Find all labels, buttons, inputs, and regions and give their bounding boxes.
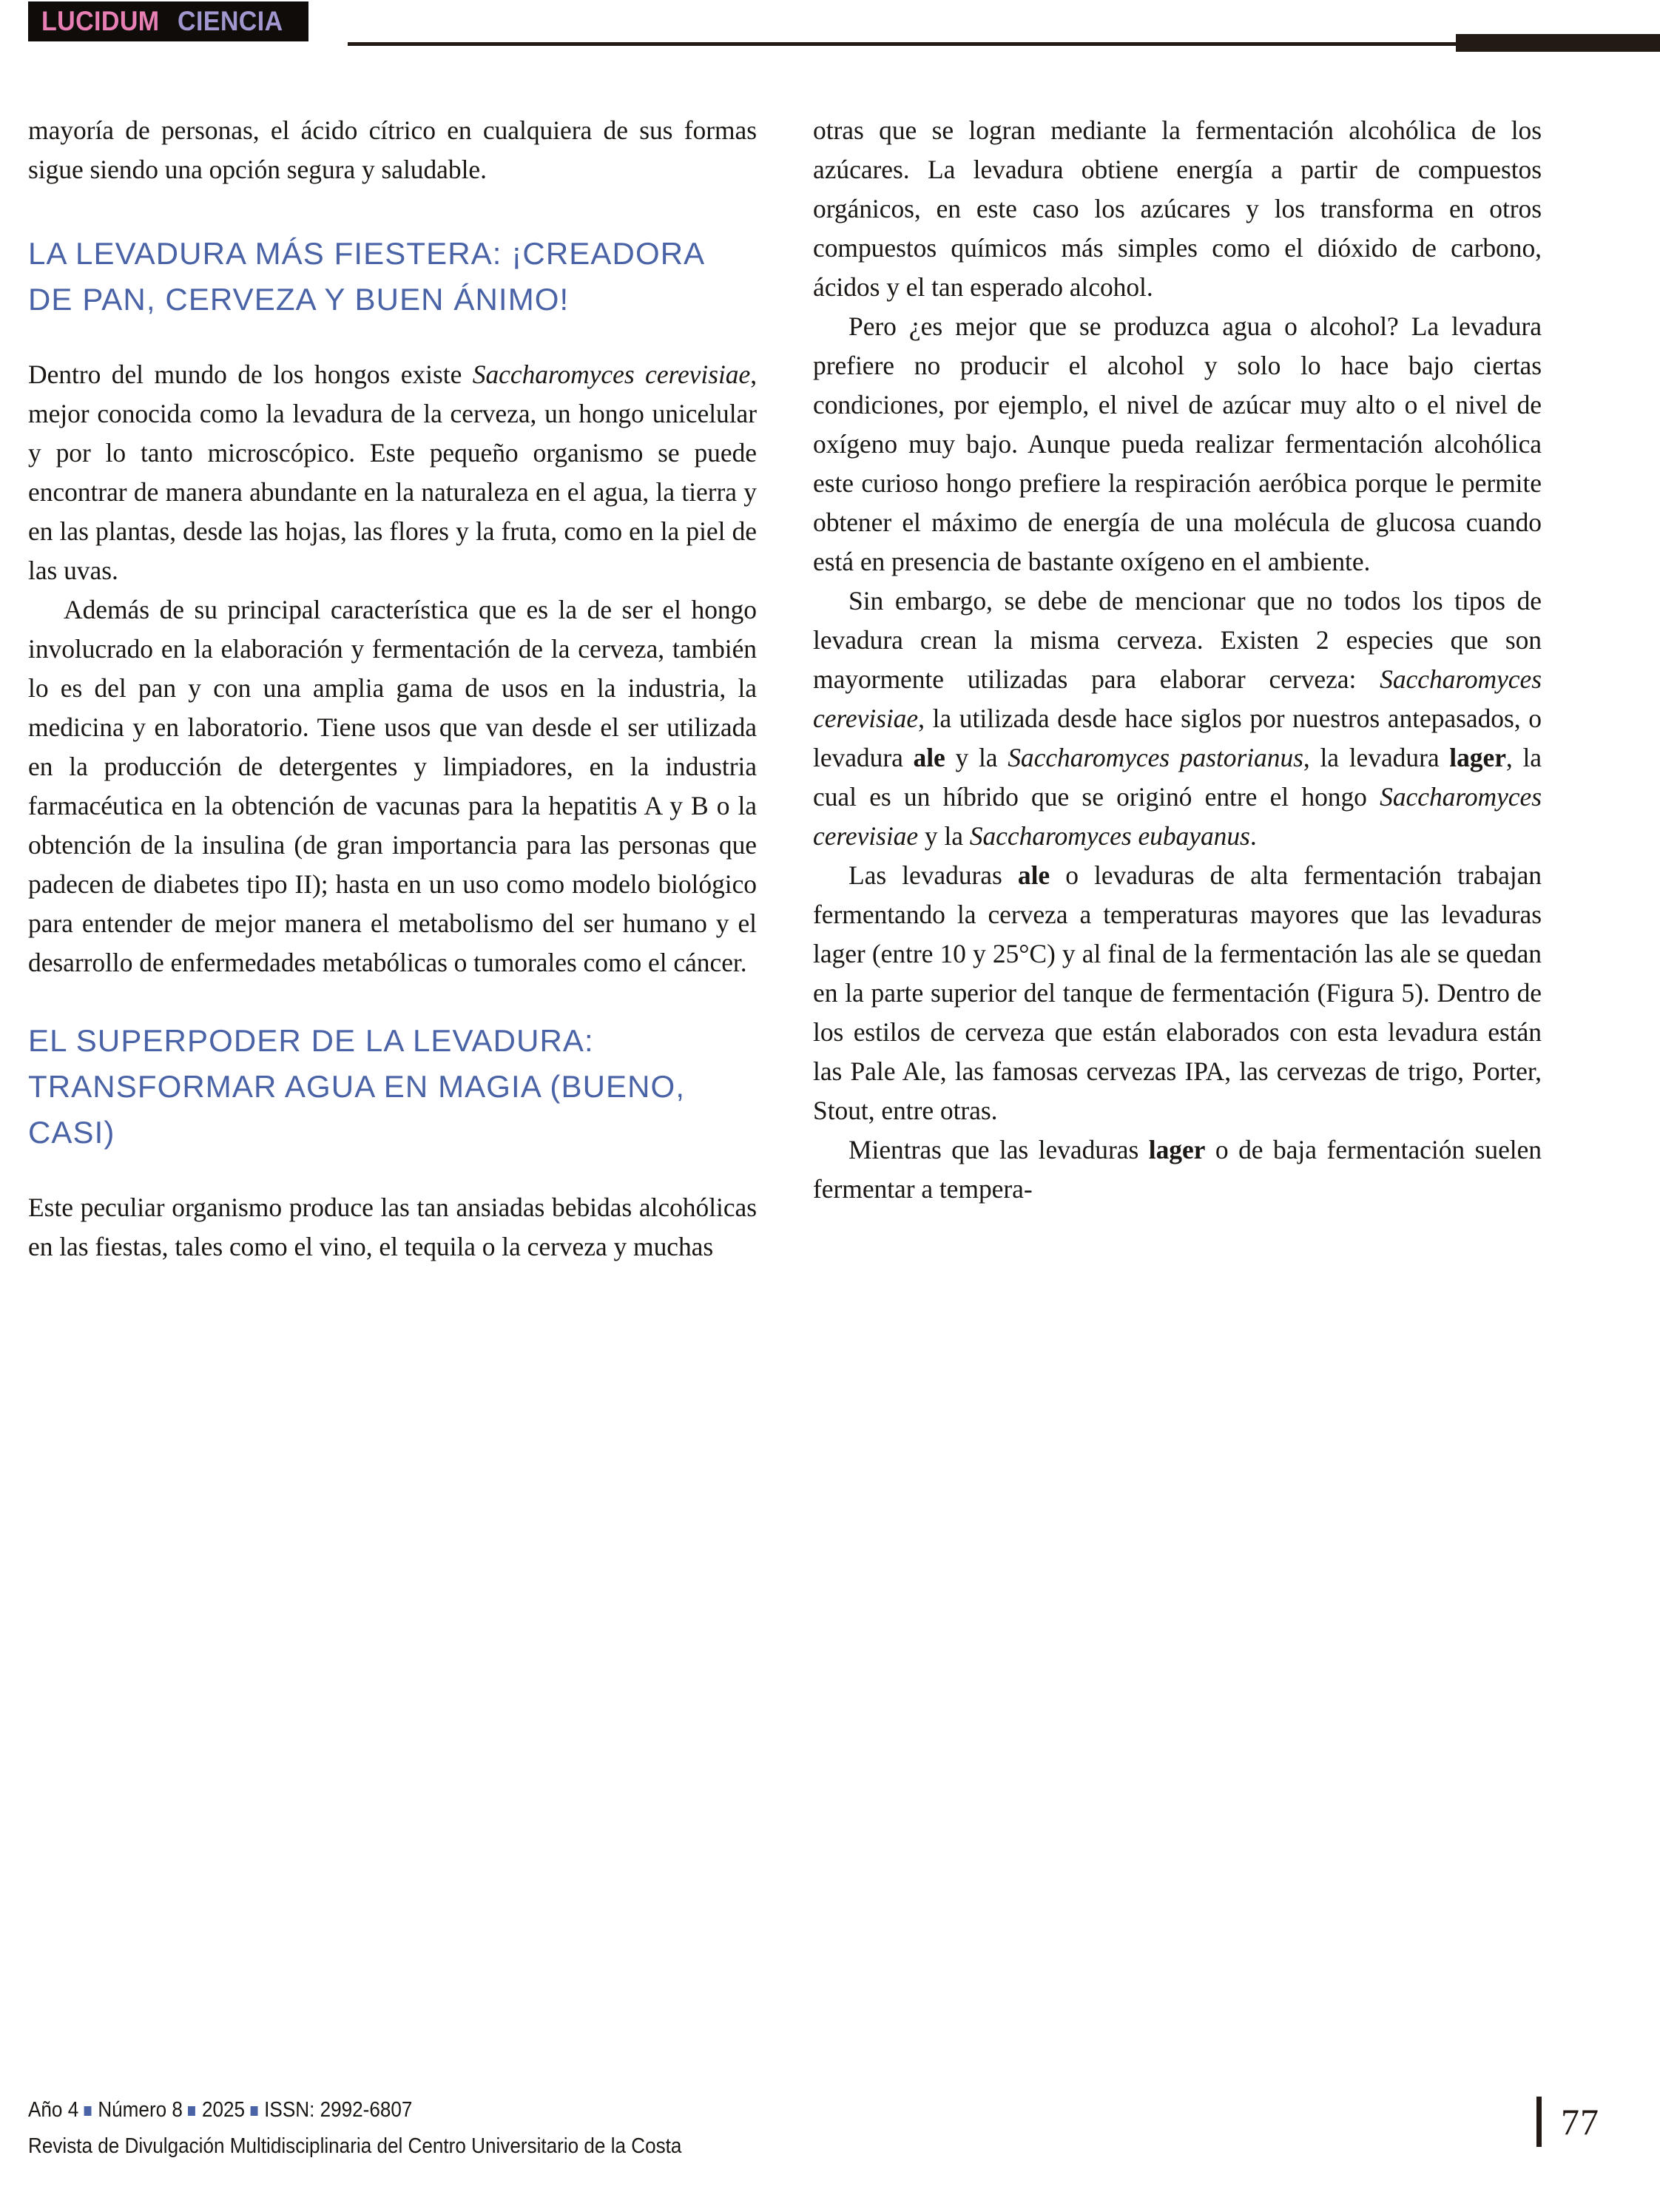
- species-name: Saccharomyces cerevisiae: [813, 664, 1542, 733]
- emphasis-lager: lager: [1449, 743, 1506, 772]
- bullet-square-icon: [188, 2106, 195, 2116]
- text-run: Sin embargo, se debe de mencionar que no todos los tipos de levadura crean la misma cerveza. Existen 2 especies que son mayormente utilizadas para elaborar cerveza:: [813, 586, 1542, 694]
- footer-year: Año 4: [28, 2098, 79, 2122]
- header-rule-thin: [348, 42, 1457, 46]
- bullet-square-icon: [250, 2106, 257, 2116]
- page-number: 77: [1561, 2101, 1599, 2142]
- footer-subtitle: Revista de Divulgación Multidisciplinaria del Centro Universitario de la Costa: [28, 2134, 682, 2158]
- article-body: [28, 111, 1541, 2064]
- text-run: Mientras que las levaduras: [848, 1135, 1149, 1164]
- emphasis-ale: ale: [1017, 860, 1050, 890]
- paragraph-usos-industriales: Además de su principal característica que es la de ser el hongo involucrado en la elaboración y fermentación de la cerveza, también lo es del pan y con una amplia gama de usos en la industria, la medicina y en laboratorio. Tiene usos que van desde el ser utilizada en la producción de detergentes y limpiadores, en la industria farmacéutica en la obtención de vacunas para la hepatitis A y B o la obtención de la insulina (de gran importancia para las personas que padecen de diabetes tipo II); hasta en un uso como modelo biológico para entender de mejor manera el metabolismo del ser humano y el desarrollo de enfermedades metabólicas o tumorales como el cáncer.: [28, 595, 757, 977]
- paragraph-agua-o-alcohol: Pero ¿es mejor que se produzca agua o alcohol? La levadura prefiere no producir el alcohol y solo lo hace bajo ciertas condiciones, por ejemplo, el nivel de azúcar muy alto o el nivel de oxígeno muy bajo. Aunque pueda realizar fermentación alcohólica este curioso hongo prefiere la respiración aeróbica porque le permite obtener el máximo de energía de una molécula de glucosa cuando está en presencia de bastante oxígeno en el ambiente.: [813, 311, 1542, 576]
- footer-issn: ISSN: 2992-6807: [264, 2098, 413, 2122]
- text-run: Dentro del mundo de los hongos existe: [28, 360, 473, 389]
- footer-issue-line: [28, 2092, 681, 2165]
- text-run: , la utilizada desde hace siglos por nuestros antepasados, o levadura: [813, 704, 1542, 772]
- paragraph-fermentacion-alcoholica: otras que se logran mediante la fermentación alcohólica de los azúcares. La levadura obtiene energía a partir de compuestos orgánicos, en este caso los azúcares y los transforma en otros compuestos químicos más simples como el dióxido de carbono, ácidos y el tan esperado alcohol.: [813, 115, 1542, 302]
- species-name: Saccharomyces eubayanus: [969, 821, 1250, 851]
- text-run: , la cual es un híbrido que se originó entre el hongo: [813, 743, 1542, 812]
- column-left: [28, 111, 757, 2064]
- text-run: Las levaduras: [848, 860, 1018, 890]
- footer-number: Número 8: [98, 2098, 183, 2122]
- masthead-logo: [28, 1, 308, 41]
- bullet-square-icon: [84, 2106, 91, 2116]
- species-name: Saccharomyces pastorianus: [1008, 743, 1303, 772]
- column-right: [813, 111, 1542, 2064]
- folio-divider: [1536, 2097, 1542, 2147]
- paragraph-bebidas-alcoholicas: Este peculiar organismo produce las tan ansiadas bebidas alcohólicas en las fiestas, tales como el vino, el tequila o la cerveza y muchas: [28, 1193, 757, 1261]
- text-run: o levaduras de alta fermentación trabajan fermentando la cerveza a temperaturas mayores que las levaduras lager (entre 10 y 25°C) y al final de la fermentación las ale se quedan en la parte superior del tanque de fermentación (Figura 5). Dentro de los estilos de cerveza que están elaborados con esta levadura están las Pale Ale, las famosas cervezas IPA, las cervezas de trigo, Porter, Stout, entre otras.: [813, 860, 1542, 1125]
- running-head: [0, 0, 1660, 71]
- emphasis-lager: lager: [1148, 1135, 1206, 1164]
- paragraph-dos-especies: [813, 581, 1542, 856]
- footer-publication-year: 2025: [202, 2098, 246, 2122]
- header-rule-thick: [1456, 34, 1660, 52]
- section-heading-levadura-fiestera: LA LEVADURA MÁS FIESTERA: ¡CREADORA DE PAN, CERVEZA Y BUEN ÁNIMO!: [28, 236, 704, 317]
- species-name: Saccharomyces cerevisiae: [813, 782, 1542, 851]
- masthead-word-ciencia: CIENCIA: [178, 5, 283, 36]
- paragraph-saccharomyces-intro: [28, 355, 757, 590]
- masthead-word-lucidum: LUCIDUM: [41, 5, 160, 36]
- paragraph-levaduras-ale: [813, 856, 1542, 1130]
- text-run: y la: [945, 743, 1008, 772]
- text-run: , la levadura: [1303, 743, 1450, 772]
- paragraph-levaduras-lager: [813, 1130, 1542, 1209]
- paragraph-continued: mayoría de personas, el ácido cítrico en cualquiera de sus formas sigue siendo una opción segura y saludable.: [28, 115, 757, 184]
- section-heading-superpoder: EL SUPERPODER DE LA LEVADURA: TRANSFORMAR AGUA EN MAGIA (BUENO, CASI): [28, 1023, 686, 1150]
- page-footer: [28, 2092, 1632, 2174]
- text-run: , mejor conocida como la levadura de la cerveza, un hongo unicelular y por lo tanto microscópico. Este pequeño organismo se puede encontrar de manera abundante en la naturaleza en el agua, la tierra y en las plantas, desde las hojas, las flores y la fruta, como en la piel de las uvas.: [28, 360, 758, 585]
- text-run: .: [1249, 821, 1257, 851]
- species-name: Saccharomyces cerevisiae: [472, 360, 751, 389]
- text-run: y la: [918, 821, 970, 851]
- text-run: o de baja fermentación suelen fermentar a tempera-: [813, 1135, 1542, 1204]
- page-folio: [1536, 2097, 1599, 2147]
- emphasis-ale: ale: [913, 743, 945, 772]
